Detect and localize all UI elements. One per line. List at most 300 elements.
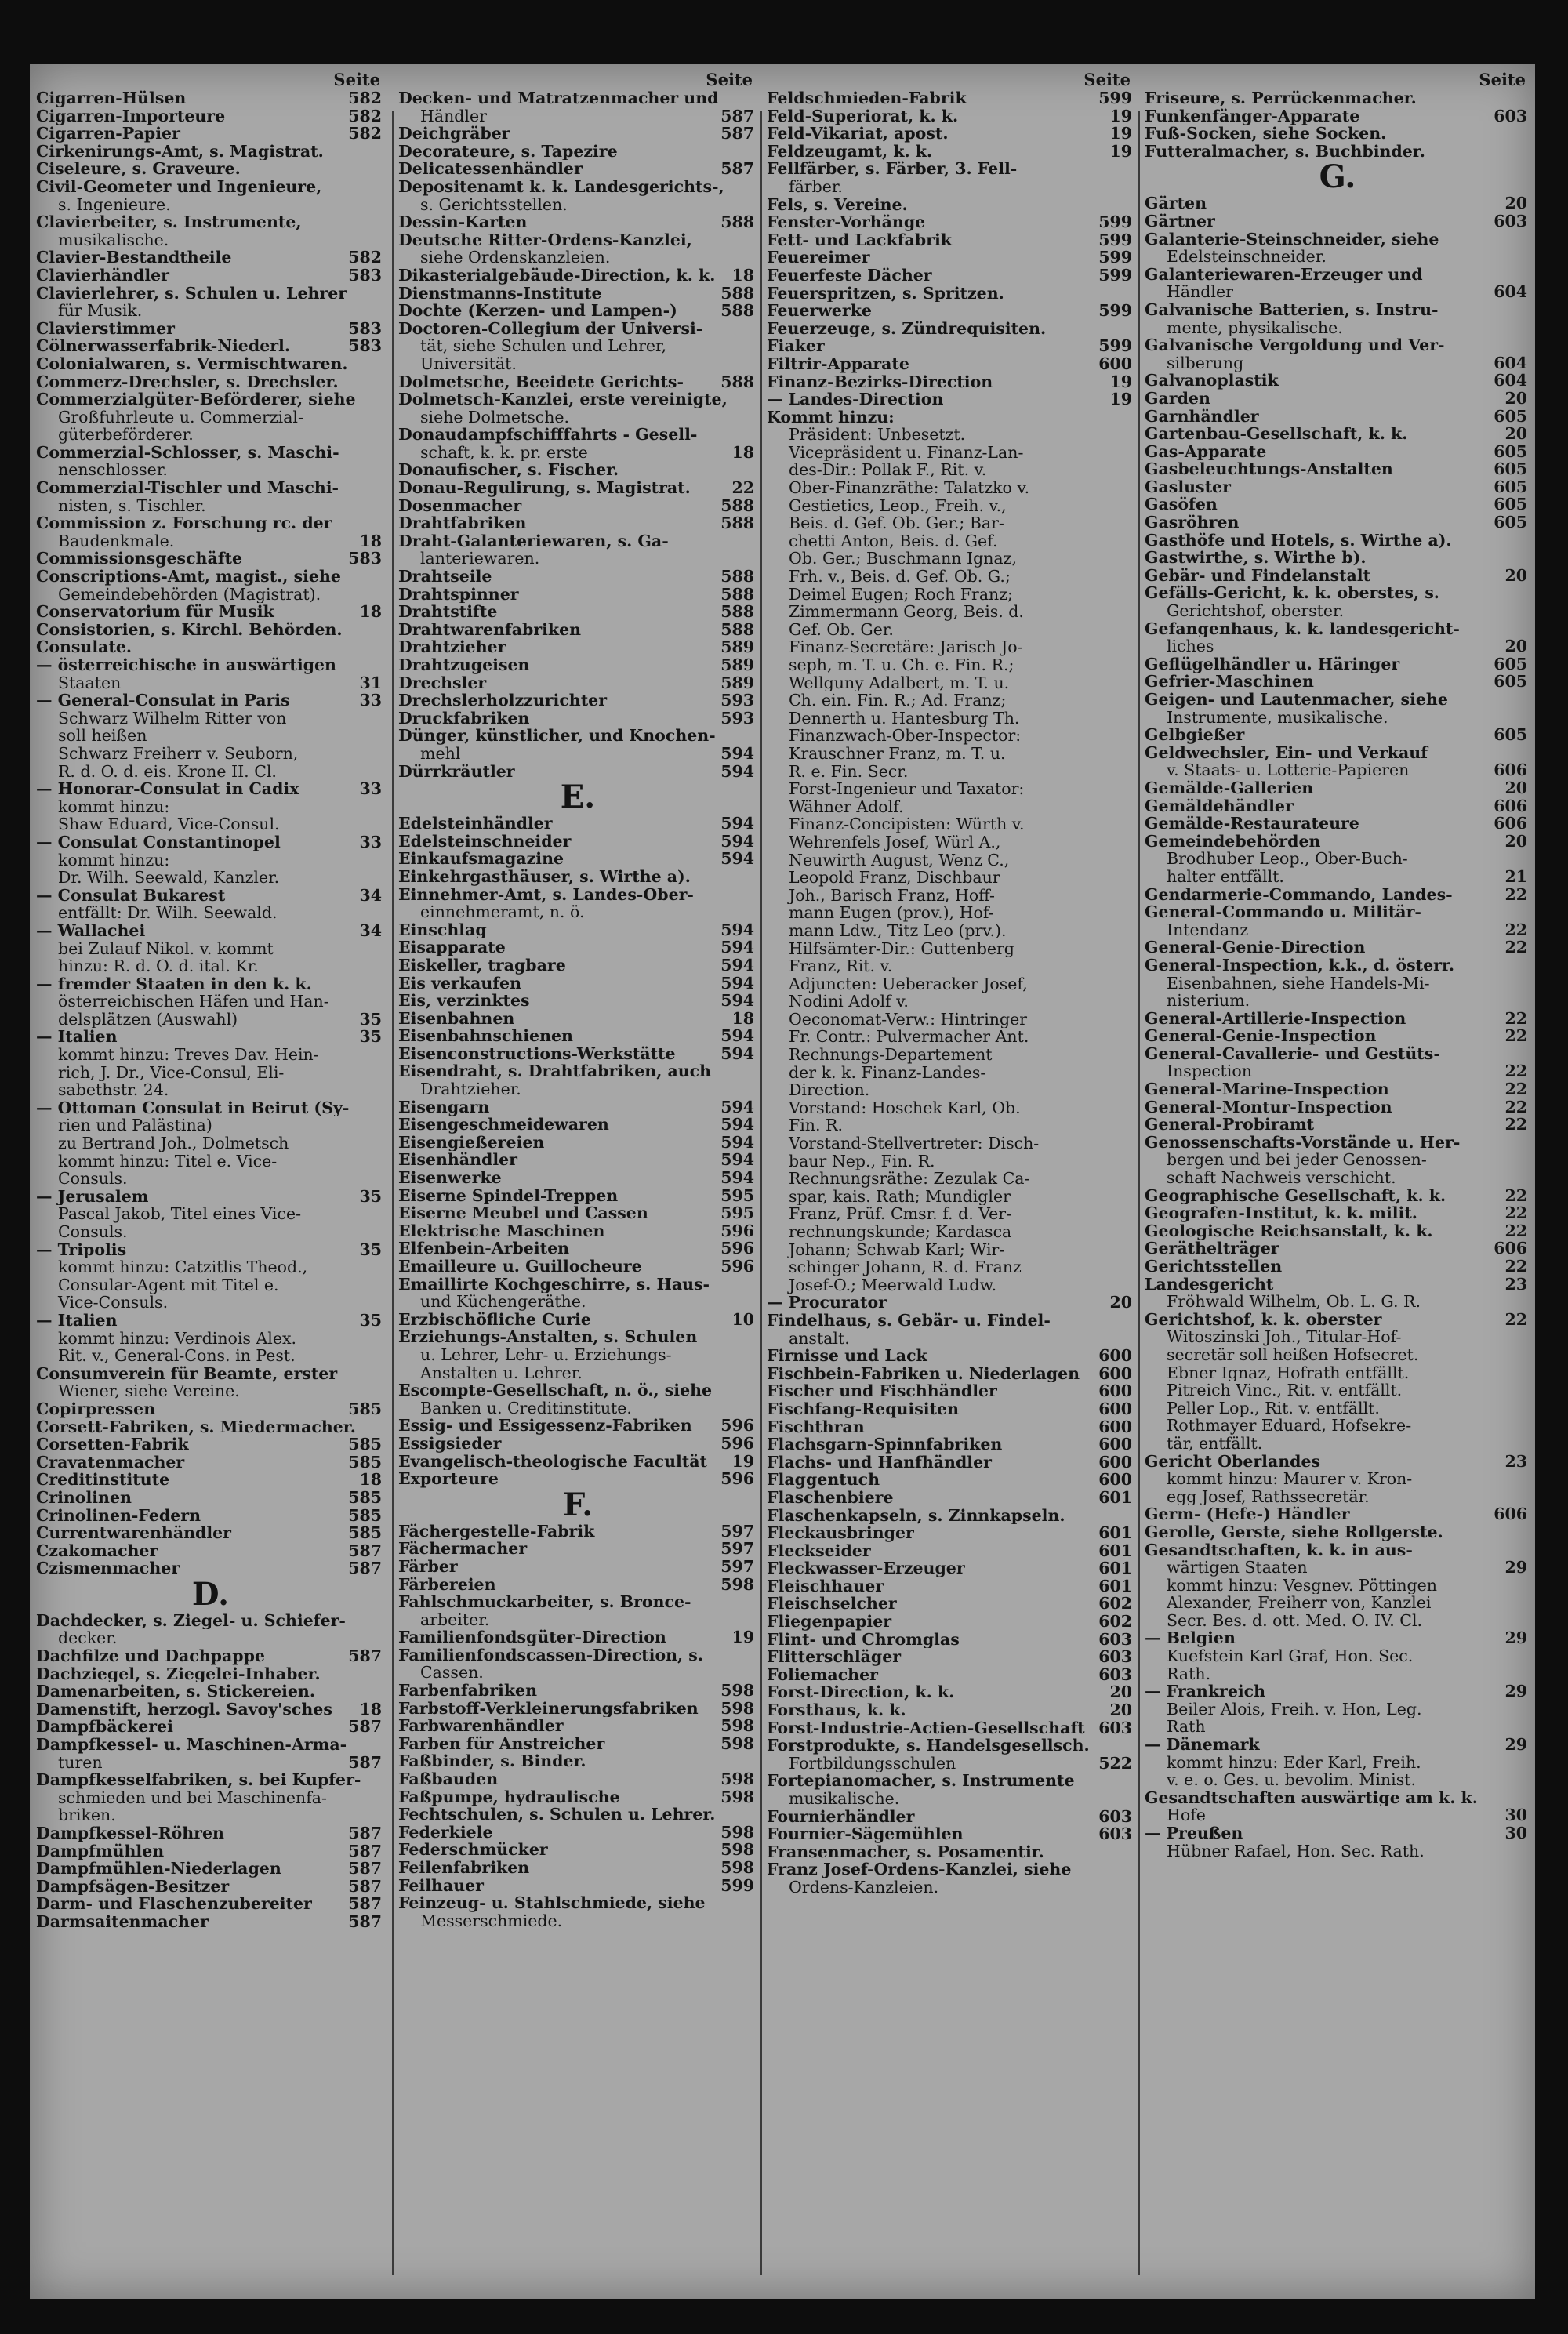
directory-entry xyxy=(36,1612,385,1630)
entry-page-number: 19 xyxy=(1109,125,1132,143)
directory-entry xyxy=(767,1454,1135,1472)
directory-entry xyxy=(398,975,757,993)
entry-text: — österreichische in auswärtigen xyxy=(36,656,336,674)
directory-entry xyxy=(767,957,1135,975)
entry-text: — fremder Staaten in den k. k. xyxy=(36,975,312,993)
entry-text: Eisenwerke xyxy=(398,1169,502,1187)
directory-entry xyxy=(1145,1736,1530,1754)
entry-text: Consumverein für Beamte, erster xyxy=(36,1364,338,1383)
directory-entry xyxy=(398,745,757,763)
entry-text: Druckfabriken xyxy=(398,709,530,728)
entry-text: Geographische Gesellschaft, k. k. xyxy=(1145,1186,1446,1205)
directory-entry xyxy=(398,514,757,532)
entry-text: bergen und bei jeder Genossen- xyxy=(1167,1151,1427,1170)
directory-entry xyxy=(398,1080,757,1098)
entry-text: Gefälls-Gericht, k. k. oberstes, s. xyxy=(1145,584,1439,603)
entry-text: Feinzeug- u. Stahlschmiede, siehe xyxy=(398,1894,706,1912)
entry-text: Feuerfeste Dächer xyxy=(767,266,932,285)
entry-page-number: 587 xyxy=(348,1842,382,1860)
directory-entry xyxy=(1145,1240,1530,1258)
entry-page-number: 585 xyxy=(348,1436,382,1454)
entry-text: Elfenbein-Arbeiten xyxy=(398,1240,570,1258)
entry-text: Consuls. xyxy=(58,1170,128,1188)
directory-entry xyxy=(1145,212,1530,230)
entry-text: General-Cavallerie- und Gestüts- xyxy=(1145,1044,1440,1063)
directory-entry xyxy=(1145,1559,1530,1577)
directory-entry xyxy=(767,1081,1135,1099)
entry-text: Forst-Industrie-Actien-Gesellschaft xyxy=(767,1719,1085,1737)
directory-entry xyxy=(1145,1151,1530,1169)
entry-text: Garden xyxy=(1145,389,1210,408)
directory-entry xyxy=(767,426,1135,444)
entry-page-number: 595 xyxy=(720,1186,754,1205)
entry-page-number: 605 xyxy=(1494,655,1527,673)
column-4-entries xyxy=(1145,89,1530,1860)
entry-text: Feuerzeuge, s. Zündrequisiten. xyxy=(767,319,1047,338)
directory-entry xyxy=(398,1027,757,1045)
entry-text: einnehmeramt, n. ö. xyxy=(420,903,585,921)
directory-entry xyxy=(1145,1399,1530,1417)
directory-entry xyxy=(1145,1381,1530,1399)
entry-page-number: 594 xyxy=(720,815,754,833)
section-letter-heading: G. xyxy=(1319,160,1356,195)
entry-text: Gemälde-Restaurateure xyxy=(1145,815,1359,833)
directory-entry xyxy=(767,798,1135,816)
entry-text: — Dänemark xyxy=(1145,1736,1260,1754)
entry-text: Ober-Finanzräthe: Talatzko v. xyxy=(789,479,1030,497)
entry-text: siehe Dolmetsche. xyxy=(420,408,570,427)
entry-text: Filtrir-Apparate xyxy=(767,354,909,373)
entry-text: Fleischselcher xyxy=(767,1595,897,1613)
directory-entry xyxy=(398,1558,757,1576)
entry-text: Federkiele xyxy=(398,1823,493,1842)
entry-page-number: 601 xyxy=(1098,1524,1132,1542)
entry-text: Banken u. Creditinstitute. xyxy=(420,1399,632,1417)
entry-text: Cravatenmacher xyxy=(36,1453,185,1472)
entry-text: Dochte (Kerzen- und Lampen-) xyxy=(398,302,677,320)
entry-text: rien und Palästina) xyxy=(58,1116,212,1135)
directory-entry xyxy=(767,461,1135,479)
entry-text: Gestietics, Leop., Freih. v., xyxy=(789,496,1007,515)
entry-text: Delicatessenhändler xyxy=(398,160,583,178)
entry-page-number: 587 xyxy=(348,1753,382,1772)
page-column-header: Seite xyxy=(706,71,753,89)
directory-entry xyxy=(1145,620,1530,638)
entry-text: mann Ldw., Titz Leo (prv.). xyxy=(789,921,1007,940)
entry-page-number: 605 xyxy=(1494,407,1527,426)
entry-text: Pitreich Vinc., Rit. v. entfällt. xyxy=(1167,1381,1403,1399)
directory-entry xyxy=(1145,1134,1530,1152)
entry-page-number: 604 xyxy=(1494,354,1527,372)
entry-page-number: 33 xyxy=(359,691,382,710)
directory-entry xyxy=(767,408,1135,427)
directory-entry xyxy=(767,1542,1135,1560)
entry-page-number: 29 xyxy=(1504,1629,1527,1648)
directory-entry xyxy=(767,833,1135,851)
entry-text: General-Commando u. Militär- xyxy=(1145,903,1421,921)
entry-text: Rit. v., General-Cons. in Pest. xyxy=(58,1347,296,1365)
entry-text: Fliegenpapier xyxy=(767,1613,892,1631)
entry-text: Vorstand-Stellvertreter: Disch- xyxy=(789,1134,1040,1152)
directory-entry xyxy=(767,1365,1135,1383)
entry-text: Escompte-Gesellschaft, n. ö., siehe xyxy=(398,1381,713,1399)
directory-entry xyxy=(36,1507,385,1525)
directory-entry xyxy=(1145,514,1530,532)
entry-page-number: 598 xyxy=(720,1717,754,1735)
directory-entry xyxy=(767,603,1135,621)
directory-entry xyxy=(36,798,385,816)
entry-page-number: 605 xyxy=(1494,477,1527,496)
directory-entry xyxy=(36,497,385,515)
entry-text: Landesgericht xyxy=(1145,1275,1274,1294)
directory-entry xyxy=(767,1312,1135,1330)
directory-entry xyxy=(1145,425,1530,443)
entry-text: Finanz-Secretäre: Jarisch Jo- xyxy=(789,638,1023,656)
entry-text: Fächermacher xyxy=(398,1540,528,1558)
entry-page-number: 601 xyxy=(1098,1559,1132,1577)
directory-entry xyxy=(767,710,1135,728)
entry-text: Dachziegel, s. Ziegelei-Inhaber. xyxy=(36,1664,321,1683)
entry-page-number: 594 xyxy=(720,992,754,1010)
entry-page-number: 593 xyxy=(720,709,754,728)
directory-entry xyxy=(767,1099,1135,1117)
column-2-entries xyxy=(398,89,757,1929)
entry-text: Drahtwarenfabriken xyxy=(398,620,582,639)
column-divider xyxy=(760,111,762,2275)
entry-page-number: 599 xyxy=(1098,213,1132,231)
directory-entry xyxy=(36,514,385,532)
entry-text: Fischthran xyxy=(767,1417,865,1436)
directory-entry xyxy=(36,1542,385,1560)
directory-entry xyxy=(36,1258,385,1276)
entry-text: Elektrische Maschinen xyxy=(398,1221,605,1240)
entry-text: Eis verkaufen xyxy=(398,974,522,993)
section-letter-heading: D. xyxy=(191,1577,230,1612)
directory-entry xyxy=(398,1045,757,1063)
directory-entry xyxy=(767,1772,1135,1790)
entry-page-number: 598 xyxy=(720,1823,754,1842)
entry-page-number: 583 xyxy=(348,266,382,285)
entry-text: Eiserne Spindel-Treppen xyxy=(398,1186,619,1205)
entry-text: Doctoren-Collegium der Universi- xyxy=(398,319,703,338)
entry-page-number: 589 xyxy=(720,673,754,692)
directory-entry xyxy=(36,1188,385,1206)
entry-page-number: 594 xyxy=(720,938,754,956)
entry-text: Nodini Adolf v. xyxy=(789,993,909,1011)
directory-entry xyxy=(398,1151,757,1169)
directory-entry xyxy=(1145,143,1530,161)
entry-text: Fahlschmuckarbeiter, s. Bronce- xyxy=(398,1593,691,1611)
directory-entry xyxy=(36,1471,385,1489)
entry-text: — Ottoman Consulat in Beirut (Sy- xyxy=(36,1098,350,1117)
entry-text: Commerzialgüter-Beförderer, siehe xyxy=(36,390,356,408)
directory-entry xyxy=(398,992,757,1010)
directory-entry xyxy=(398,1682,757,1700)
entry-page-number: 600 xyxy=(1098,1453,1132,1472)
entry-page-number: 599 xyxy=(1098,230,1132,249)
entry-page-number: 599 xyxy=(720,1876,754,1895)
entry-page-number: 594 xyxy=(720,1133,754,1152)
entry-page-number: 20 xyxy=(1504,832,1527,851)
directory-entry xyxy=(1145,1629,1530,1647)
entry-text: Fischbein-Fabriken u. Niederlagen xyxy=(767,1364,1080,1383)
directory-entry xyxy=(36,1365,385,1383)
directory-entry xyxy=(1145,886,1530,904)
entry-text: Commerzial-Schlosser, s. Maschi- xyxy=(36,443,339,462)
directory-entry xyxy=(398,727,757,745)
entry-text: secretär soll heißen Hofsecret. xyxy=(1167,1345,1419,1364)
entry-text: kommt hinzu: Verdinois Alex. xyxy=(58,1329,297,1348)
entry-page-number: 587 xyxy=(348,1647,382,1665)
entry-page-number: 600 xyxy=(1098,1436,1132,1454)
entry-text: Czakomacher xyxy=(36,1541,158,1560)
entry-text: Donaudampfschifffahrts - Gesell- xyxy=(398,426,698,444)
directory-entry xyxy=(767,249,1135,267)
entry-text: Gas-Apparate xyxy=(1145,442,1267,461)
entry-text: Gemälde-Gallerien xyxy=(1145,779,1314,797)
directory-entry xyxy=(398,1912,757,1930)
entry-text: General-Artillerie-Inspection xyxy=(1145,1009,1406,1028)
entry-page-number: 20 xyxy=(1504,566,1527,585)
entry-text: — Tripolis xyxy=(36,1240,127,1259)
entry-page-number: 583 xyxy=(348,319,382,338)
entry-page-number: 600 xyxy=(1098,1364,1132,1383)
directory-entry xyxy=(398,868,757,886)
entry-text: v. Staats- u. Lotterie-Papieren xyxy=(1167,761,1410,779)
entry-text: Oeconomat-Verw.: Hintringer xyxy=(789,1010,1028,1029)
entry-page-number: 595 xyxy=(720,1204,754,1222)
entry-text: Eis, verzinktes xyxy=(398,992,530,1010)
directory-entry xyxy=(398,1894,757,1912)
directory-entry xyxy=(398,160,757,178)
entry-text: Feuereimer xyxy=(767,249,870,267)
entry-text: Einkehrgasthäuser, s. Wirthe a). xyxy=(398,867,691,886)
directory-entry xyxy=(767,763,1135,781)
entry-text: Rechnungs-Departement xyxy=(789,1046,993,1064)
entry-page-number: 20 xyxy=(1504,637,1527,655)
entry-text: Findelhaus, s. Gebär- u. Findel- xyxy=(767,1311,1051,1330)
directory-entry xyxy=(398,1700,757,1718)
entry-page-number: 22 xyxy=(1504,1098,1527,1116)
entry-text: färber. xyxy=(789,177,843,196)
entry-text: Eiserne Meubel und Cassen xyxy=(398,1204,648,1222)
directory-entry xyxy=(1145,1594,1530,1612)
entry-text: Decken- und Matratzenmacher und xyxy=(398,89,719,107)
directory-entry xyxy=(36,1294,385,1312)
directory-entry xyxy=(767,1489,1135,1507)
entry-page-number: 605 xyxy=(1494,460,1527,478)
directory-entry xyxy=(1145,1771,1530,1789)
entry-text: Kuefstein Karl Graf, Hon. Sec. xyxy=(1167,1647,1414,1665)
entry-text: Forstprodukte, s. Handelsgesellsch. xyxy=(767,1737,1090,1755)
entry-text: Feuerwerke xyxy=(767,302,872,320)
entry-text: — Procurator xyxy=(767,1294,887,1312)
entry-page-number: 596 xyxy=(720,1417,754,1435)
directory-entry xyxy=(36,780,385,798)
entry-text: Fiaker xyxy=(767,337,825,355)
directory-entry xyxy=(398,656,757,674)
entry-text: Finanz-Concipisten: Würth v. xyxy=(789,815,1025,833)
entry-text: Galvanische Batterien, s. Instru- xyxy=(1145,300,1439,319)
entry-text: Drahtfabriken xyxy=(398,514,527,532)
directory-entry xyxy=(36,550,385,568)
entry-text: Emaillirte Kochgeschirre, s. Haus- xyxy=(398,1275,710,1294)
entry-text: Currentwarenhändler xyxy=(36,1524,231,1542)
entry-text: Drahtzieher xyxy=(398,638,506,656)
directory-entry xyxy=(1145,460,1530,478)
entry-text: Gasröhren xyxy=(1145,514,1240,532)
entry-text: Händler xyxy=(420,107,487,125)
entry-text: Feldschmieden-Fabrik xyxy=(767,89,967,107)
entry-page-number: 594 xyxy=(720,1044,754,1063)
section-letter-heading: F. xyxy=(562,1487,593,1523)
directory-entry xyxy=(767,1134,1135,1152)
directory-entry xyxy=(36,815,385,833)
entry-text: Clavierbeiter, s. Instrumente, xyxy=(36,213,302,231)
directory-entry xyxy=(398,231,757,249)
entry-text: Dessin-Karten xyxy=(398,213,528,231)
directory-entry xyxy=(767,1205,1135,1223)
directory-entry xyxy=(36,267,385,285)
entry-text: spar, kais. Rath; Mundigler xyxy=(789,1187,1011,1206)
directory-entry xyxy=(767,1064,1135,1082)
directory-entry xyxy=(36,426,385,444)
entry-page-number: 605 xyxy=(1494,514,1527,532)
directory-entry xyxy=(1145,1842,1530,1860)
directory-entry xyxy=(398,1364,757,1382)
entry-page-number: 603 xyxy=(1098,1825,1132,1843)
entry-text: des-Dir.: Pollak F., Rit. v. xyxy=(789,461,987,480)
directory-entry xyxy=(1145,443,1530,461)
entry-text: Gericht Oberlandes xyxy=(1145,1452,1321,1471)
directory-entry xyxy=(398,213,757,231)
entry-text: Flachs- und Hanfhändler xyxy=(767,1453,992,1472)
directory-entry xyxy=(398,1169,757,1187)
directory-entry xyxy=(767,922,1135,940)
entry-text: Gerichtsstellen xyxy=(1145,1258,1283,1276)
entry-text: Dennerth u. Hantesburg Th. xyxy=(789,709,1020,728)
entry-page-number: 598 xyxy=(720,1841,754,1859)
directory-entry xyxy=(1145,779,1530,797)
entry-text: Pascal Jakob, Titel eines Vice- xyxy=(58,1205,302,1223)
entry-page-number: 588 xyxy=(720,302,754,320)
entry-page-number: 23 xyxy=(1504,1275,1527,1294)
column-divider xyxy=(1138,111,1140,2275)
directory-entry xyxy=(36,638,385,656)
directory-entry xyxy=(1145,1647,1530,1665)
entry-page-number: 31 xyxy=(359,673,382,692)
directory-entry xyxy=(767,285,1135,303)
entry-page-number: 18 xyxy=(359,603,382,621)
entry-page-number: 596 xyxy=(720,1470,754,1488)
entry-text: Fin. R. xyxy=(789,1116,843,1135)
directory-entry xyxy=(767,1170,1135,1188)
entry-text: Fuß-Socken, siehe Socken. xyxy=(1145,125,1387,143)
entry-page-number: 588 xyxy=(720,603,754,621)
entry-text: kommt hinzu: xyxy=(58,851,170,869)
directory-entry xyxy=(398,691,757,710)
directory-entry xyxy=(398,1859,757,1877)
directory-entry xyxy=(36,1754,385,1772)
directory-entry xyxy=(767,993,1135,1011)
entry-text: Wiener, siehe Vereine. xyxy=(58,1382,240,1400)
entry-page-number: 589 xyxy=(720,638,754,656)
entry-text: Eisenhändler xyxy=(398,1151,517,1170)
entry-text: Krauschner Franz, m. T. u. xyxy=(789,744,1006,763)
entry-page-number: 587 xyxy=(348,1824,382,1842)
entry-text: Brodhuber Leop., Ober-Buch- xyxy=(1167,850,1408,868)
entry-text: Joh., Barisch Franz, Hoff- xyxy=(789,886,995,905)
entry-page-number: 18 xyxy=(359,532,382,550)
directory-entry xyxy=(36,833,385,851)
entry-page-number: 29 xyxy=(1504,1682,1527,1701)
directory-entry xyxy=(398,178,757,196)
entry-text: Clavier-Bestandtheile xyxy=(36,249,232,267)
directory-entry xyxy=(398,833,757,851)
entry-text: Civil-Geometer und Ingenieure, xyxy=(36,177,322,196)
entry-text: Dolmetsche, Beeidete Gerichts- xyxy=(398,372,684,391)
entry-page-number: 22 xyxy=(1504,1186,1527,1205)
directory-entry xyxy=(1145,89,1530,107)
entry-text: Wehrenfels Josef, Würl A., xyxy=(789,833,1001,851)
entry-text: Eisendraht, s. Drahtfabriken, auch xyxy=(398,1062,712,1081)
entry-page-number: 597 xyxy=(720,1522,754,1541)
directory-entry xyxy=(398,408,757,427)
entry-page-number: 596 xyxy=(720,1258,754,1276)
entry-page-number: 33 xyxy=(359,833,382,851)
directory-entry xyxy=(36,1860,385,1878)
entry-page-number: 35 xyxy=(359,1311,382,1330)
entry-text: Fournierhändler xyxy=(767,1807,915,1826)
entry-text: Depositenamt k. k. Landesgerichts-, xyxy=(398,177,724,196)
entry-page-number: 598 xyxy=(720,1682,754,1700)
entry-page-number: 600 xyxy=(1098,1399,1132,1418)
directory-entry xyxy=(1145,125,1530,143)
entry-text: Finanz-Bezirks-Direction xyxy=(767,372,993,391)
directory-entry xyxy=(767,444,1135,462)
entry-page-number: 603 xyxy=(1494,107,1527,125)
entry-page-number: 19 xyxy=(731,1452,754,1471)
entry-page-number: 587 xyxy=(348,1559,382,1577)
directory-entry xyxy=(767,727,1135,745)
directory-entry xyxy=(767,1028,1135,1046)
directory-entry xyxy=(767,1648,1135,1666)
entry-text: — Frankreich xyxy=(1145,1682,1266,1701)
entry-text: Czismenmacher xyxy=(36,1559,180,1577)
directory-entry xyxy=(1145,1169,1530,1187)
entry-page-number: 22 xyxy=(1504,1027,1527,1045)
entry-text: hinzu: R. d. O. d. ital. Kr. xyxy=(58,957,259,975)
entry-text: Geräthelträger xyxy=(1145,1240,1279,1258)
entry-text: Dampfsägen-Besitzer xyxy=(36,1877,230,1896)
entry-text: Baudenkmale. xyxy=(58,532,175,550)
entry-page-number: 600 xyxy=(1098,1471,1132,1489)
directory-entry xyxy=(767,1223,1135,1241)
entry-page-number: 22 xyxy=(1504,885,1527,904)
entry-page-number: 587 xyxy=(720,107,754,125)
directory-entry xyxy=(1145,372,1530,390)
entry-page-number: 603 xyxy=(1098,1665,1132,1684)
entry-text: Cirkenirungs-Amt, s. Magistrat. xyxy=(36,142,324,161)
entry-text: Dolmetsch-Kanzlei, erste vereinigte, xyxy=(398,390,728,408)
entry-page-number: 599 xyxy=(1098,249,1132,267)
directory-entry xyxy=(36,674,385,692)
entry-text: Feld-Vikariat, apost. xyxy=(767,125,949,143)
entry-page-number: 19 xyxy=(731,1628,754,1646)
directory-entry xyxy=(1145,921,1530,939)
directory-entry xyxy=(36,1046,385,1064)
directory-entry xyxy=(767,1276,1135,1294)
